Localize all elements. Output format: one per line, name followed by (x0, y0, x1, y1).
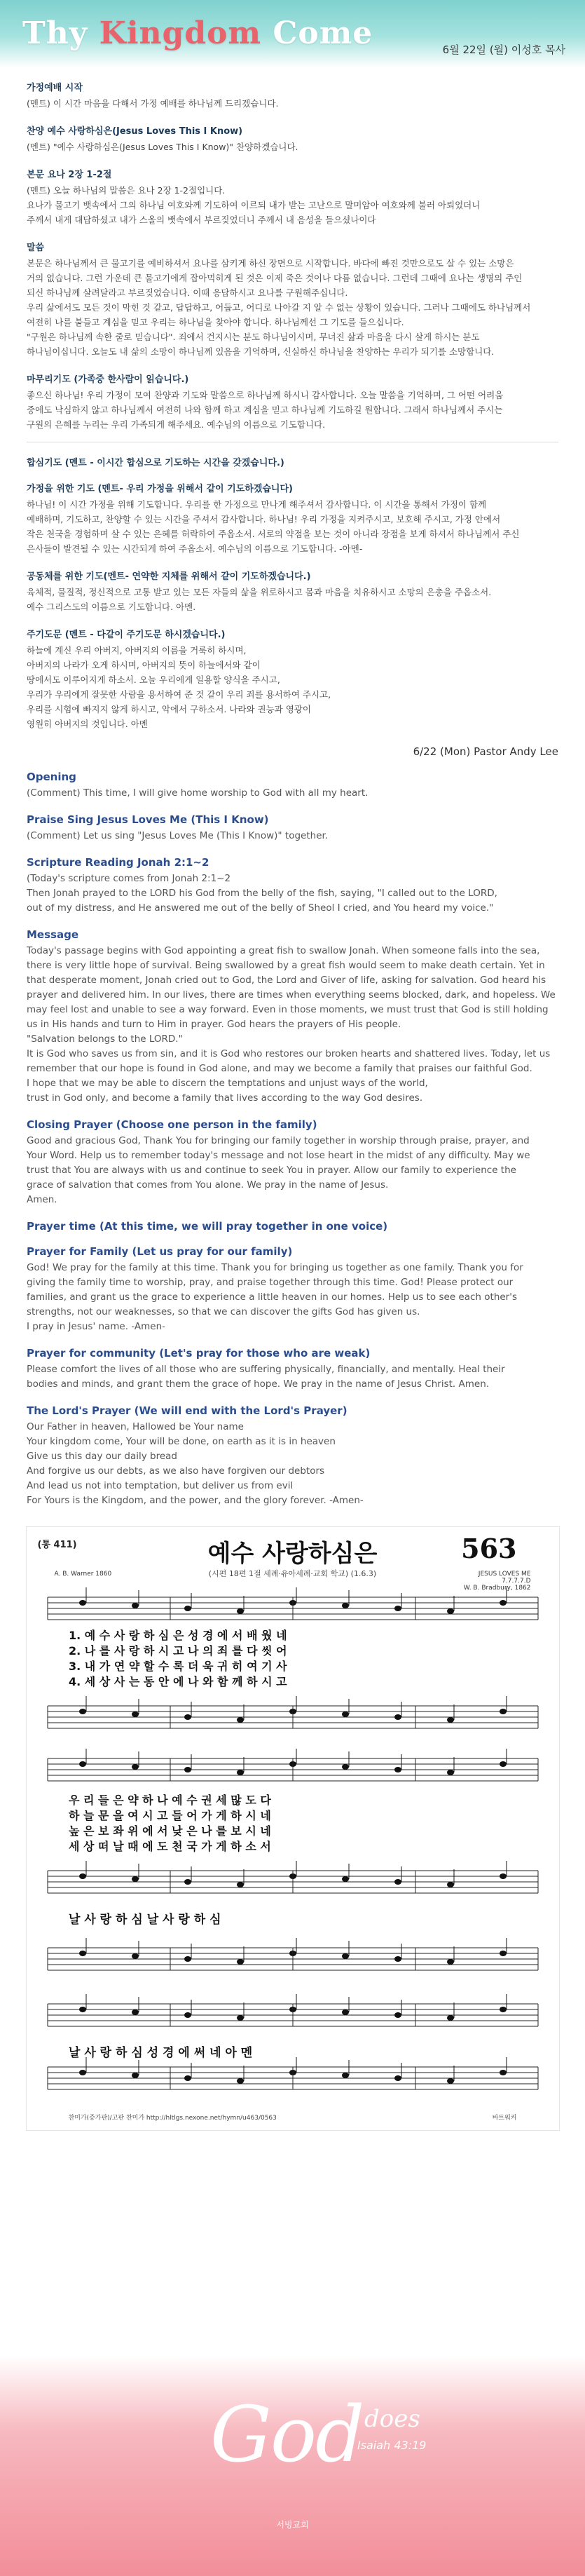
english-block-line: I hope that we may be able to discern the temptations and unjust ways of the world, (27, 1078, 428, 1089)
lyric-line: 하 늘 문 을 여 시 고 들 어 가 게 하 시 네 (68, 1809, 271, 1822)
korean-block-line: 하늘에 계신 우리 아버지, 아버지의 이름을 거룩히 하시며, (27, 645, 247, 656)
note (447, 1770, 454, 1775)
korean-block-line: 중에도 낙심하지 않고 하나님께서 여전히 나와 함께 하고 계심을 믿고 하나님께 기도하길 원합니다. 그래서 하나님께서 주시는 (27, 405, 503, 415)
lyric-line: 세 상 떠 날 때 에 도 천 국 가 게 하 소 서 (68, 1840, 271, 1853)
note (184, 1714, 191, 1720)
korean-block-title: 가정예배 시작 (27, 83, 83, 93)
korean-block-title: 합심기도 (멘트 - 이시간 합심으로 기도하는 시간을 갖겠습니다.) (27, 458, 284, 468)
english-block (27, 813, 558, 843)
korean-worship-section (27, 80, 558, 731)
note (79, 1709, 86, 1714)
korean-block (27, 627, 558, 731)
english-block-line: And lead us not into temptation, but deliver us from evil (27, 1480, 294, 1491)
note (394, 1879, 401, 1885)
english-block-title: Scripture Reading Jonah 2:1~2 (27, 856, 209, 869)
note (79, 2007, 86, 2012)
korean-block-line: (멘트) 오늘 하나님의 말씀은 요나 2장 1-2절입니다. (27, 185, 226, 196)
note (342, 2009, 349, 2015)
hymn-title: 예수 사랑하심은 (207, 1540, 378, 1568)
korean-block-line: 은사들이 발견될 수 있는 시간되게 하여 주옵소서. 예수님의 이름으로 기도합니다. -아멘- (27, 543, 363, 554)
page-footer (0, 2356, 585, 2576)
lyric-line: 1. 예 수 사 랑 하 심 은 성 경 에 서 배 웠 네 (68, 1629, 287, 1642)
note (500, 1761, 507, 1767)
english-block-line: families, and grant us the grace to experience a little heaven in our homes. Help us to see each other's (27, 1292, 517, 1303)
korean-block (27, 80, 558, 111)
note (342, 1953, 349, 1959)
english-block (27, 856, 558, 916)
note (500, 1709, 507, 1714)
hymn-number: 563 (461, 1533, 517, 1564)
church-logo-text: 서빙교회 (276, 2520, 309, 2530)
note (184, 1956, 191, 1962)
english-block-line: God! We pray for the family at this time. Thank you for bringing us together as one family. Thank you for (27, 1262, 523, 1273)
korean-block-title: 본문 요나 2장 1-2절 (27, 170, 112, 180)
note (237, 2015, 244, 2021)
footer-does-text: does (364, 2405, 420, 2433)
korean-block (27, 372, 558, 432)
note (342, 2073, 349, 2078)
lyric-line: 4. 세 상 사 는 동 안 에 나 와 함 께 하 시 고 (68, 1675, 287, 1688)
lyric-line: 날 사 랑 하 심 성 경 에 써 네 아 멘 (68, 2046, 252, 2060)
note (237, 2078, 244, 2084)
english-block (27, 771, 558, 801)
lyric-line: 우 리 들 은 약 하 나 예 수 권 세 많 도 다 (68, 1794, 271, 1807)
hymn-old-number: (통 411) (37, 1540, 77, 1550)
korean-block (27, 455, 558, 468)
note (342, 1603, 349, 1608)
english-block-title: Opening (27, 771, 76, 783)
english-block-line: Your Word. Help us to remember today's message and not lose heart in the midst of any difficulty. May we (27, 1150, 530, 1161)
hymn-copyright: 바트워커 (492, 2115, 517, 2122)
english-block-title: Praise Sing Jesus Loves Me (This I Know) (27, 813, 269, 826)
korean-block-line: 우리 삶에서도 모든 것이 막힌 것 같고, 답답하고, 어둡고, 어디로 나아갈 지 알 수 없는 상황이 있습니다. 그러나 그때에도 하나님께서 (27, 302, 531, 313)
korean-block-line: 요나가 물고기 뱃속에서 그의 하나님 여호와께 기도하여 이르되 내가 받는 고난으로 말미암아 여호와께 불러 아뢰었더니 (27, 200, 481, 210)
english-block-line: (Today's scripture comes from Jonah 2:1~2 (27, 873, 231, 884)
korean-block-line: (멘트) 이 시간 마음을 다해서 가정 예배를 하나님께 드리겠습니다. (27, 98, 279, 109)
note (132, 1711, 139, 1717)
korean-block-line: 작은 천국을 경험하며 살 수 있는 은혜를 허락하여 주옵소서. 서로의 약점을 보는 것이 아니라 장점을 보게 하셔서 하나님께서 주신 (27, 529, 520, 539)
note (237, 1882, 244, 1887)
lyric-line: 높 은 보 좌 위 에 서 낮 은 나 를 보 시 네 (68, 1824, 271, 1838)
english-block-line: trust in God only, and become a family that lives according to the way God desires. (27, 1092, 423, 1104)
note (500, 1951, 507, 1956)
english-block-line: (Comment) Let us sing "Jesus Loves Me (This I Know)" together. (27, 830, 329, 841)
korean-block-line: 주께서 내게 대답하셨고 내가 스올의 뱃속에서 부르짖었더니 주께서 내 음성을 들으셨나이다 (27, 215, 376, 225)
english-worship-section (27, 771, 558, 1508)
note (132, 2009, 139, 2015)
english-block-line: prayer and delivered him. In our lives, there are times when everything seems blocked, dark, and hopeless. We (27, 989, 556, 1001)
hymn-sheet (26, 1526, 560, 2131)
korean-block-line: 되신 하나님께 살려달라고 부르짖었습니다. 이때 응답하시고 요나를 구원해주십니다. (27, 287, 348, 298)
korean-block-line: 구원의 은혜를 누리는 우리 가족되게 해주세요. 예수님의 이름으로 기도합니다. (27, 419, 326, 430)
korean-block (27, 240, 558, 359)
english-block-line: Our Father in heaven, Hallowed be Your name (27, 1421, 244, 1432)
korean-block-line: 거의 없습니다. 그런 가운데 큰 물고기에게 잡아먹히게 된 것은 이제 죽은 것이나 다름 없습니다. 그런데 그때에 요나는 생명의 주인 (27, 273, 523, 283)
korean-block-line: 아버지의 나라가 오게 하시며, 아버지의 뜻이 하늘에서와 같이 (27, 660, 261, 670)
korean-block-line: 땅에서도 이루어지게 하소서. 오늘 우리에게 일용할 양식을 주시고, (27, 674, 280, 685)
english-block-line: grace of salvation that comes from You alone. We pray in the name of Jesus. (27, 1179, 389, 1191)
korean-block-line: 좋으신 하나님! 우리 가정이 모여 찬양과 기도와 말씀으로 하나님께 하시니 감사합니다. 오늘 말씀을 기억하며, 그 어떤 어려움 (27, 390, 504, 400)
english-block-title: Prayer for community (Let's pray for those who are weak) (27, 1347, 371, 1360)
english-block-line: bodies and minds, and grant them the grace of hope. We pray in the name of Jesus Christ. Amen. (27, 1378, 490, 1390)
english-block (27, 1220, 558, 1233)
korean-block (27, 569, 558, 614)
hymn-composer: JESUS LOVES ME 7.7.7.7.D W. B. Bradbury, 1862 (463, 1571, 531, 1592)
english-block (27, 1245, 558, 1334)
note (132, 1764, 139, 1770)
note (79, 1873, 86, 1879)
hymn-source: 찬미가(증가판)/고판 찬미가 http://hltlgs.nexone.net/hymn/u463/0563 (68, 2115, 277, 2122)
korean-block-line: 영원히 아버지의 것입니다. 아멘 (27, 719, 148, 729)
note (79, 1951, 86, 1956)
music-score (27, 1527, 559, 2130)
note (394, 2075, 401, 2081)
note (184, 2075, 191, 2081)
note (132, 1953, 139, 1959)
note (184, 1879, 191, 1885)
korean-block-line: 예배하며, 기도하고, 찬양할 수 있는 시간을 주셔서 감사합니다. 하나님! 우리 가정을 지켜주시고, 보호해 주시고, 가정 안에서 (27, 514, 501, 524)
english-block (27, 1404, 558, 1508)
korean-block-title: 찬양 예수 사랑하심은(Jesus Loves This I Know) (27, 126, 243, 137)
korean-block-line: (멘트) "예수 사랑하심은(Jesus Loves This I Know)" 찬양하겠습니다. (27, 142, 298, 152)
english-block-line: Your kingdom come, Your will be done, on earth as it is in heaven (27, 1436, 336, 1447)
korean-block-line: 육체적, 물질적, 정신적으로 고통 받고 있는 모든 자들의 삶을 위로하시고 몸과 마음을 치유하시고 소망의 은총을 주옵소서. (27, 587, 492, 597)
korean-block (27, 481, 558, 556)
english-block-title: Closing Prayer (Choose one person in the family) (27, 1118, 317, 1131)
korean-block-title: 말씀 (27, 243, 45, 253)
note (500, 1600, 507, 1606)
note (237, 1717, 244, 1723)
date-pastor: 6월 22일 (월) 이성호 목사 (442, 43, 565, 56)
english-block-title: The Lord's Prayer (We will end with the Lord's Prayer) (27, 1404, 347, 1417)
note (342, 1764, 349, 1770)
lyric-line: 2. 나 를 사 랑 하 시 고 나 의 죄 를 다 씻 어 (68, 1644, 287, 1658)
korean-block-title: 주기도문 (멘트 - 다같이 주기도문 하시겠습니다.) (27, 630, 226, 640)
korean-block-title: 마무리기도 (가족중 한사람이 읽습니다.) (27, 374, 189, 385)
note (500, 1873, 507, 1879)
note (132, 2073, 139, 2078)
english-block-title: Prayer time (At this time, we will pray together in one voice) (27, 1220, 388, 1233)
note (237, 1770, 244, 1775)
korean-block-title: 공동체를 위한 기도(멘트- 연약한 지체를 위해서 같이 기도하겠습니다.) (27, 571, 311, 582)
note (79, 2070, 86, 2075)
note (184, 1606, 191, 1611)
english-block-line: I pray in Jesus' name. -Amen- (27, 1321, 166, 1332)
lyric-line: 날 사 랑 하 심 날 사 랑 하 심 (68, 1913, 221, 1927)
hymn-subtitle: (시편 18편 1절 세례·유아세례·교회 학교) (1.6.3) (208, 1569, 377, 1578)
korean-block-title: 가정을 위한 기도 (멘트- 우리 가정을 위해서 같이 기도하겠습니다) (27, 484, 293, 494)
note (132, 1603, 139, 1608)
english-block-line: strengths, not our weaknesses, so that we can discover the gifts God has given us. (27, 1306, 420, 1317)
note (237, 1959, 244, 1965)
english-block-line: giving the family time to worship, pray, and praise together through this time. God! Please protect our (27, 1277, 514, 1288)
korean-block-line: 하나님이십니다. 오늘도 내 삶의 소망이 하나님께 있음을 기억하며, 신실하신 하나님을 찬양하는 우리가 되기를 소망합니다. (27, 346, 495, 357)
english-block-title: Message (27, 928, 78, 941)
note (394, 2012, 401, 2018)
english-block-line: (Comment) This time, I will give home worship to God with all my heart. (27, 787, 369, 799)
note (500, 2007, 507, 2012)
note (79, 1761, 86, 1767)
note (237, 1608, 244, 1614)
english-block-line: us in His hands and turn to Him in prayer. God hears the prayers of His people. (27, 1019, 401, 1030)
footer-god-text: God (210, 2389, 364, 2479)
korean-block (27, 123, 558, 154)
note (447, 1717, 454, 1723)
english-block-line: Then Jonah prayed to the LORD his God from the belly of the fish, saying, "I called out to the LORD, (27, 888, 497, 899)
note (394, 1956, 401, 1962)
korean-block-line: 우리가 우리에게 잘못한 사람을 용서하여 준 것 같이 우리 죄를 용서하여 주시고, (27, 689, 331, 700)
note (447, 1959, 454, 1965)
brand-title: Thy Kingdom Come (22, 15, 373, 51)
note (342, 1711, 349, 1717)
english-block-line: Good and gracious God, Thank You for bringing our family together in worship through praise, prayer, and (27, 1135, 530, 1146)
korean-block-line: 하나님! 이 시간 가정을 위해 기도합니다. 우리를 한 가정으로 만나게 해주셔서 감사합니다. 이 시간을 통해서 가정이 함께 (27, 499, 487, 510)
english-block-line: "Salvation belongs to the LORD." (27, 1033, 183, 1045)
english-block (27, 1347, 558, 1392)
note (394, 1714, 401, 1720)
english-block-line: Today's passage begins with God appointing a great fish to swallow Jonah. When someone falls into the sea, (27, 945, 540, 956)
note (500, 2070, 507, 2075)
english-block-line: out of my distress, and He answered me out of the belly of Sheol I cried, and You heard my voice." (27, 902, 494, 914)
note (394, 1606, 401, 1611)
note (184, 1767, 191, 1772)
english-block-line: Amen. (27, 1194, 57, 1205)
korean-block (27, 167, 558, 227)
note (447, 1608, 454, 1614)
footer-verse-ref: Isaiah 43:19 (357, 2439, 427, 2452)
page-header (0, 0, 585, 67)
english-block-line: may feel lost and unable to see a way forward. Even in those moments, we must trust that God is still holding (27, 1004, 549, 1015)
korean-block-line: 우리를 시험에 빠지지 않게 하시고, 악에서 구하소서. 나라와 권능과 영광이 (27, 704, 311, 714)
korean-block-line: 예수 그리스도의 이름으로 기도합니다. 아멘. (27, 602, 196, 612)
korean-block-line: "구원은 하나님께 속한 줄로 믿습니다". 죄에서 건지시는 분도 하나님이시며, 무너진 삶과 마음을 다시 살게 하시는 분도 (27, 332, 480, 342)
english-block-line: remember that our hope is found in God alone, and may we become a family that praises our faithful God. (27, 1063, 532, 1074)
note (447, 1882, 454, 1887)
english-block-line: For Yours is the Kingdom, and the power, and the glory forever. -Amen- (27, 1495, 364, 1506)
english-block-line: there is very little hope of survival. Being swallowed by a great fish would seem to make death certain. Yet in (27, 960, 545, 971)
note (132, 1876, 139, 1882)
english-block-line: that desperate moment, Jonah cried out to God, the Lord and Giver of life, asking for salvation. God heard his (27, 975, 546, 986)
note (394, 1767, 401, 1772)
english-block-line: trust that You are always with us and continue to seek You in prayer. Allow our family to experience the (27, 1165, 516, 1176)
note (447, 2078, 454, 2084)
note (184, 2012, 191, 2018)
note (79, 1600, 86, 1606)
korean-block-line: 본문은 하나님께서 큰 물고기를 예비하셔서 요나를 삼키게 하신 장면으로 시작합니다. 바다에 빠진 것만으로도 살 수 있는 소망은 (27, 258, 514, 269)
english-block-line: And forgive us our debts, as we also have forgiven our debtors (27, 1465, 325, 1477)
english-block-line: It is God who saves us from sin, and it is God who restores our broken hearts and shattered lives. Today, let us (27, 1048, 551, 1059)
english-block-line: Please comfort the lives of all those who are suffering physically, financially, and mentally. Heal their (27, 1364, 505, 1375)
english-block-line: Give us this day our daily bread (27, 1451, 177, 1462)
note (447, 2015, 454, 2021)
english-block (27, 1118, 558, 1207)
note (342, 1876, 349, 1882)
english-header: 6/22 (Mon) Pastor Andy Lee (413, 745, 558, 758)
english-block-title: Prayer for Family (Let us pray for our family) (27, 1245, 293, 1258)
lyric-line: 3. 내 가 연 약 할 수 록 더 욱 귀 히 여 기 사 (68, 1660, 287, 1673)
english-block (27, 928, 558, 1106)
korean-block-line: 여전히 나를 붙들고 계심을 믿고 우리는 하나님을 찾아야 합니다. 하나님께선 그 기도를 들으십니다. (27, 317, 404, 327)
hymn-author: A. B. Warner 1860 (54, 1571, 112, 1578)
